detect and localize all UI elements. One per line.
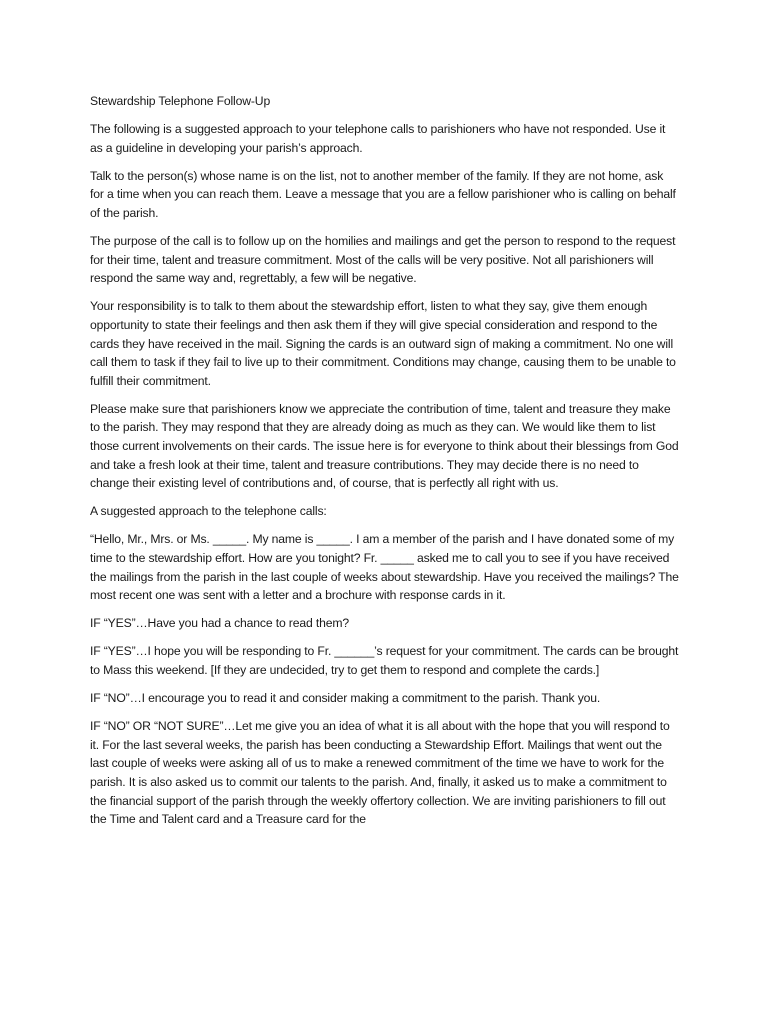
paragraph-intro: The following is a suggested approach to your telephone calls to parishioners who have not responded. Use it as a guideline in developing your parish’s approach. bbox=[90, 122, 666, 155]
paragraph-approach-heading: A suggested approach to the telephone calls: bbox=[90, 504, 327, 519]
paragraph-appreciation: Please make sure that parishioners know we appreciate the contribution of time, talent and treasure they make to the parish. They may respond that they are already doing as much as they can. We would like them to list those current involvements on their cards. The issue here is for everyone to think about their blessings from God and take a fresh look at their time, talent and treasure contributions. They may decide there is no need to change their existing level of contributions and, of course, that is perfectly all right with us. bbox=[90, 401, 679, 491]
paragraph-if-no: IF “NO”…I encourage you to read it and consider making a commitment to the parish. Thank you. bbox=[90, 691, 601, 706]
paragraph-if-yes-read: IF “YES”…Have you had a chance to read them? bbox=[90, 616, 349, 631]
paragraph-if-not-sure: IF “NO” OR “NOT SURE”…Let me give you an idea of what it is all about with the hope that you will respond to it. For the last several weeks, the parish has been conducting a Stewardship Effort. Mailings that went out the last couple of weeks were asking all of us to make a renewed commitment of the time we have to work for the parish. It is also asked us to commit our talents to the parish. And, finally, it asked us to make a commitment to the financial support of the parish through the weekly offertory collection. We are inviting parishioners to fill out the Time and Talent card and a Treasure card for the bbox=[90, 719, 670, 827]
paragraph-responsibility: Your responsibility is to talk to them about the stewardship effort, listen to what they say, give them enough opportunity to state their feelings and then ask them if they will give special consideration and respond to the cards they have received in the mail. Signing the cards is an outward sign of making a commitment. No one will call them to task if they fail to live up to their commitment. Conditions may change, causing them to be unable to fulfill their commitment. bbox=[90, 299, 676, 388]
paragraph-script-hello: “Hello, Mr., Mrs. or Ms. _____. My name is _____. I am a member of the parish and I have donated some of my time to the stewardship effort. How are you tonight? Fr. _____ asked me to call you to see if you have received the mailings from the parish in the last couple of weeks about stewardship. Have you received the mailings? The most recent one was sent with a letter and a brochure with response cards in it. bbox=[90, 532, 679, 603]
document-title: Stewardship Telephone Follow-Up bbox=[90, 94, 271, 108]
paragraph-who-to-talk-to: Talk to the person(s) whose name is on the list, not to another member of the family. If they are not home, ask for a time when you can reach them. Leave a message that you are a fellow parishioner who is calling on behalf of the parish. bbox=[90, 168, 676, 220]
paragraph-if-yes-respond: IF “YES”…I hope you will be responding to Fr. ______’s request for your commitment. The cards can be brought to Mass this weekend. [If they are undecided, try to get them to respond and complete the cards.] bbox=[90, 644, 679, 677]
document-page bbox=[90, 92, 680, 838]
paragraph-purpose: The purpose of the call is to follow up on the homilies and mailings and get the person to respond to the request for their time, talent and treasure commitment. Most of the calls will be very positive. Not all parishioners will respond the same way and, regrettably, a few will be negative. bbox=[90, 234, 676, 286]
